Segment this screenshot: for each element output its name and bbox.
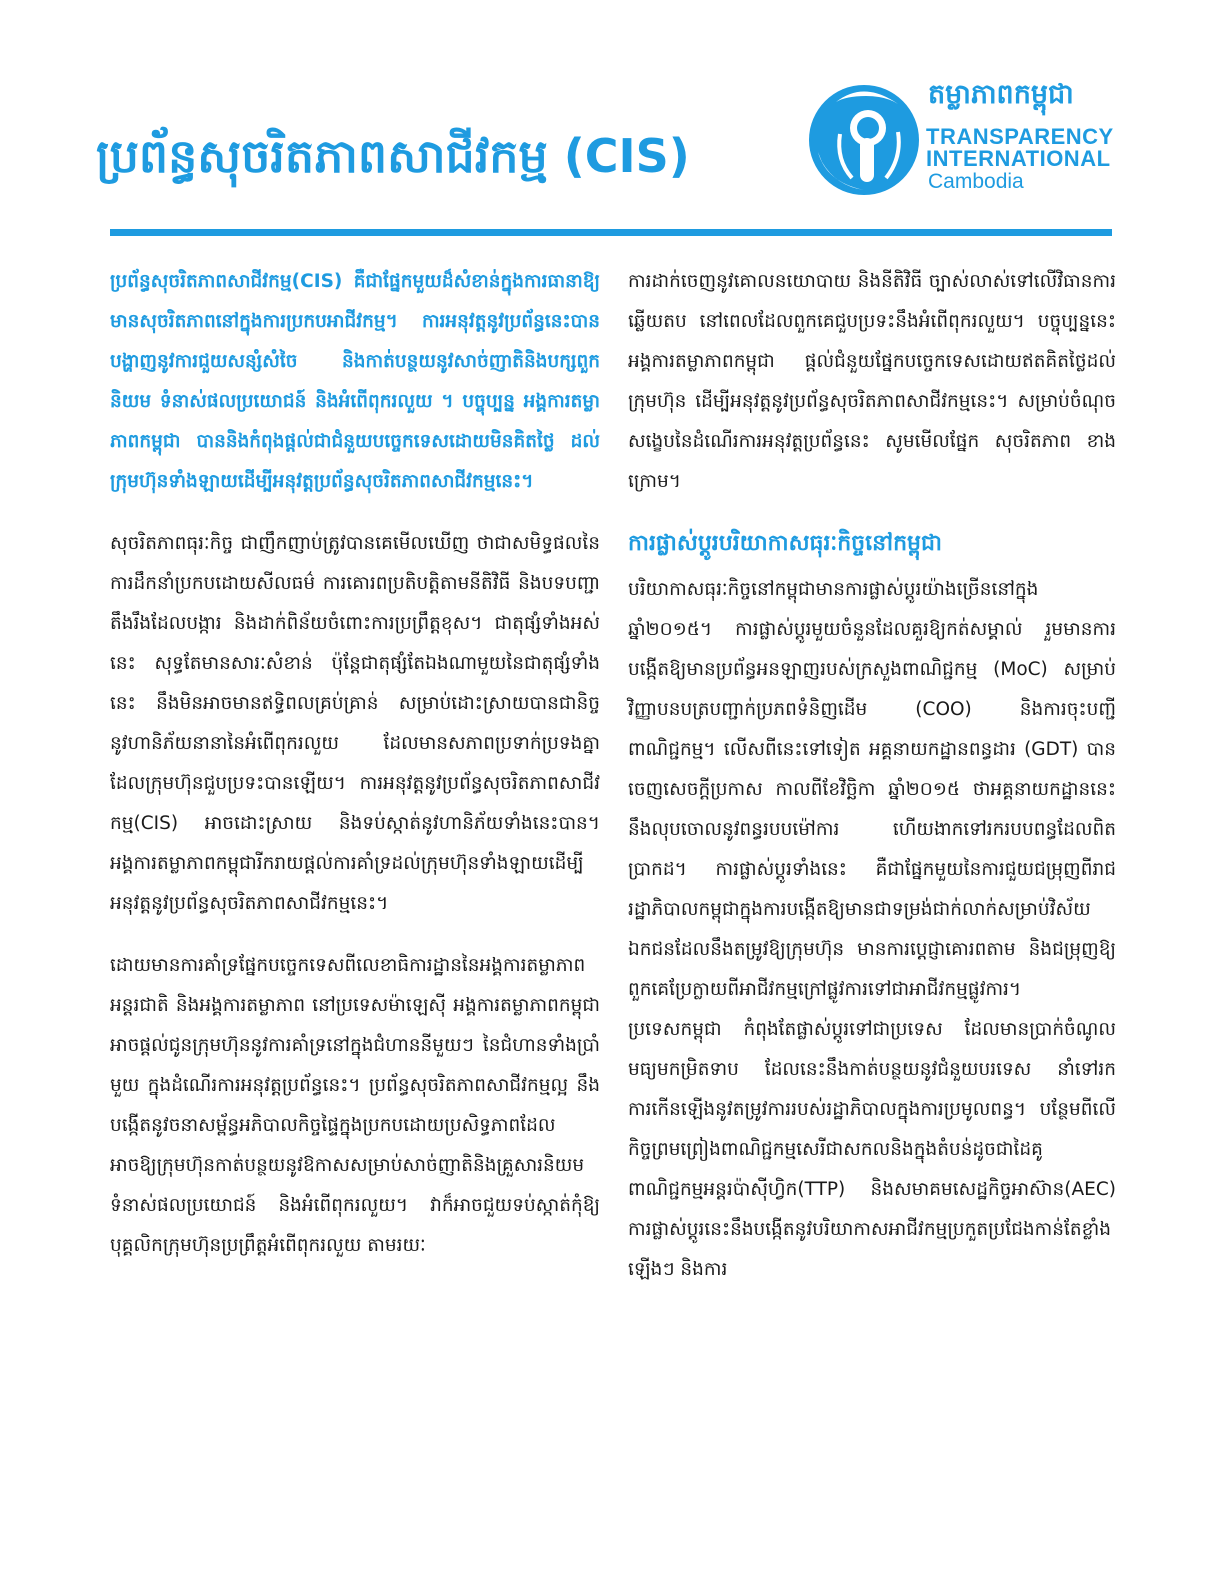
logo-khmer-text: តម្លាភាពកម្ពុជា (928, 79, 1074, 110)
logo-transparency-text: TRANSPARENCY (926, 124, 1114, 149)
body-paragraph-2: ដោយមានការគាំទ្រផ្នែកបច្ចេកទេសពីលេខាធិការដ្ឋាននៃអង្គការតម្លាភាពអន្តរជាតិ និងអង្គការតម្លាភាព នៅប្រទេសម៉ាឡេស៊ី អង្គការតម្លាភាពកម្ពុជាអាចផ្តល់ជូនក្រុមហ៊ុននូវការគាំទ្រនៅក្នុងជំហាននីមួយៗ នៃជំហានទាំងប្រាំមួយ ក្នុងដំណើរការអនុវត្តប្រព័ន្ធនេះ។ ប្រព័ន្ធសុចរិតភាពសាជីវកម្មល្អ នឹងបង្កើតនូវចនាសម្ព័ន្ធអភិបាលកិច្ចផ្ទៃក្នុងប្រកបដោយប្រសិទ្ធភាពដែលអាចឱ្យក្រុមហ៊ុនកាត់បន្ថយនូវឱកាសសម្រាប់សាច់ញាតិនិងគ្រួសារនិយម ទំនាស់ផលប្រយោជន៍ និងអំពើពុករលួយ។ វាក៏អាចជួយទប់ស្កាត់កុំឱ្យបុគ្គលិកក្រុមហ៊ុនប្រព្រឹត្តអំពើពុករលួយ តាមរយៈ (110, 955, 600, 1256)
body-paragraph-1: សុចរិតភាពធុរៈកិច្ច ជាញឹកញាប់ត្រូវបានគេមើលឃើញ ថាជាសមិទ្ធផលនៃការដឹកនាំប្រកបដោយសីលធម៌ ការគោរពប្រតិបត្តិតាមនីតិវិធី និងបទបញ្ជាតឹងរឹងដែលបង្ការ និងដាក់ពិន័យចំពោះការប្រព្រឹត្តខុស។ ជាតុផ្សំទាំងអស់នេះ សុទ្ធតែមានសារៈសំខាន់ ប៉ុន្តែជាតុផ្សំតែឯងណាមួយនៃជាតុផ្សំទាំងនេះ នឹងមិនអាចមានឥទ្ធិពលគ្រប់គ្រាន់ សម្រាប់ដោះស្រាយបានជានិច្ចនូវហានិភ័យនានានៃអំពើពុករលួយ ដែលមានសភាពប្រទាក់ប្រទងគ្នា ដែលក្រុមហ៊ុនជួបប្រទះបានឡើយ។ ការអនុវត្តនូវប្រព័ន្ធសុចរិតភាពសាជីវកម្ម(CIS) អាចដោះស្រាយ និងទប់ស្កាត់នូវហានិភ័យទាំងនេះបាន។ អង្គការតម្លាភាពកម្ពុជារីករាយផ្តល់ការគាំទ្រដល់ក្រុមហ៊ុនទាំងឡាយដើម្បីអនុវត្តនូវប្រព័ន្ធសុចរិតភាពសាជីវកម្មនេះ។ (110, 533, 600, 914)
body-paragraph-4: បរិយាកាសធុរៈកិច្ចនៅកម្ពុជាមានការផ្លាស់ប្តូរយ៉ាងច្រើននៅក្នុងឆ្នាំ២០១៥។ ការផ្លាស់ប្តូរមួយចំនួនដែលគួរឱ្យកត់សម្គាល់ រួមមានការបង្កើតឱ្យមានប្រព័ន្ធអនឡាញរបស់ក្រសួងពាណិជ្ជកម្ម (MoC) សម្រាប់វិញ្ញាបនបត្របញ្ជាក់ប្រភពទំនិញដើម (COO) និងការចុះបញ្ជីពាណិជ្ជកម្ម។ លើសពីនេះទៅទៀត អគ្គនាយកដ្ឋានពន្ធដារ (GDT) បានចេញសេចក្តីប្រកាស កាលពីខែវិច្ឆិកា ឆ្នាំ២០១៥ ថាអគ្គនាយកដ្ឋាននេះ នឹងលុបចោលនូវពន្ធរបបម៉ៅការ ហើយងាកទៅរករបបពន្ធដែលពិតប្រាកដ។ ការផ្លាស់ប្តូរទាំងនេះ គឺជាផ្នែកមួយនៃការជួយជម្រុញពីរាជរដ្ឋាភិបាលកម្ពុជាក្នុងការបង្កើតឱ្យមានជាទម្រង់ជាក់លាក់សម្រាប់វិស័យឯកជនដែលនឹងតម្រូវឱ្យក្រុមហ៊ុន មានការប្តេជ្ញាគោរពតាម និងជម្រុញឱ្យពួកគេប្រែក្លាយពីអាជីវកម្មក្រៅផ្លូវការទៅជាអាជីវកម្មផ្លូវការ។ ប្រទេសកម្ពុជា កំពុងតែផ្លាស់ប្តូរទៅជាប្រទេស ដែលមានប្រាក់ចំណូលមធ្យមកម្រិតទាប ដែលនេះនឹងកាត់បន្ថយនូវជំនួយបរទេស នាំទៅរកការកើនឡើងនូវតម្រូវការរបស់រដ្ឋាភិបាលក្នុងការប្រមូលពន្ធ។ បន្ថែមពីលើកិច្ចព្រមព្រៀងពាណិជ្ជកម្មសេរីជាសកលនិងក្នុងតំបន់ដូចជាដៃគូពាណិជ្ជកម្មអន្តរប៉ាស៊ីហ្វិក(TTP) និងសមាគមសេដ្ឋកិច្ចអាស៊ាន(AEC) ការផ្លាស់ប្តូរនេះនឹងបង្កើតនូវបរិយាកាសអាជីវកម្មប្រកួតប្រជែងកាន់តែខ្លាំងឡើងៗ និងការ (628, 579, 1116, 1280)
logo-cambodia-text: Cambodia (928, 170, 1024, 193)
page-title: ប្រព័ន្ធសុចរិតភាពសាជីវកម្ម (CIS) (96, 129, 690, 183)
intro-paragraph: ប្រព័ន្ធសុចរិតភាពសាជីវកម្ម(CIS) គឺជាផ្នែកមួយដ៏សំខាន់ក្នុងការធានាឱ្យមានសុចរិតភាពនៅក្នុងការប្រកបអាជីវកម្ម។ ការអនុវត្តនូវប្រព័ន្ធនេះបានបង្ហាញនូវការជួយសន្សំសំចៃ និងកាត់បន្ថយនូវសាច់ញាតិនិងបក្សពួកនិយម ទំនាស់ផលប្រយោជន៍ និងអំពើពុករលួយ ។ បច្ចុប្បន្ន អង្គការតម្លាភាពកម្ពុជា បាននិងកំពុងផ្តល់ជាជំនួយបច្ចេកទេសដោយមិនគិតថ្លៃ ដល់ក្រុមហ៊ុនទាំងឡាយដើម្បីអនុវត្តប្រព័ន្ធសុចរិតភាពសាជីវកម្មនេះ។ (110, 271, 600, 492)
body-paragraph-3: ការដាក់ចេញនូវគោលនយោបាយ និងនីតិវិធី ច្បាស់លាស់ទៅលើវិធានការឆ្លើយតប នៅពេលដែលពួកគេជួបប្រទះនឹងអំពើពុករលួយ។ បច្ចុប្បន្ននេះ អង្គការតម្លាភាពកម្ពុជា ផ្តល់ជំនួយផ្នែកបច្ចេកទេសដោយឥតគិតថ្លៃដល់ក្រុមហ៊ុន ដើម្បីអនុវត្តនូវប្រព័ន្ធសុចរិតភាពសាជីវកម្មនេះ។ សម្រាប់ចំណុចសង្ខេបនៃដំណើរការអនុវត្តប្រព័ន្ធនេះ សូមមើលផ្នែក សុចរិតភាព ខាងក្រោម។ (628, 271, 1116, 492)
left-column (110, 262, 600, 1288)
header-divider (110, 229, 1112, 236)
right-column (628, 262, 1116, 1312)
section-heading: ការផ្លាស់ប្តូរបរិយាកាសធុរៈកិច្ចនៅកម្ពុជា (628, 531, 942, 556)
ti-globe-icon (806, 82, 922, 198)
logo-international-text: INTERNATIONAL (926, 146, 1111, 171)
page-header (96, 70, 1116, 230)
transparency-international-logo (806, 78, 1116, 208)
